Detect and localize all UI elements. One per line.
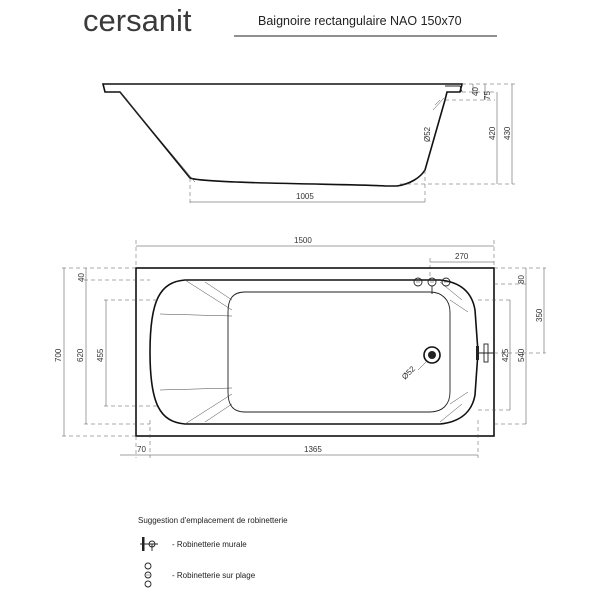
top-view: [54, 236, 546, 458]
side-view-inner-line: [120, 92, 195, 182]
drain-center: [428, 351, 436, 359]
tub-right-end-lines: [440, 282, 468, 422]
dim-75: 75: [483, 91, 492, 100]
deck-faucet-icon: [145, 563, 151, 587]
dim-700: 700: [54, 348, 63, 362]
dim-425: 425: [501, 348, 510, 362]
legend-item-wall-label: - Robinetterie murale: [172, 540, 247, 549]
dim-430: 430: [503, 126, 512, 140]
dim-40-left: 40: [77, 273, 86, 282]
legend-heading: Suggestion d'emplacement de robinetterie: [138, 516, 288, 525]
header: [83, 3, 497, 38]
dim-80: 80: [517, 275, 526, 284]
wall-faucet-symbol: [476, 344, 494, 362]
dim-620: 620: [76, 348, 85, 362]
brand-logo: cersanit: [83, 3, 192, 38]
dim-455: 455: [96, 348, 105, 362]
tub-outer-rim: [136, 268, 494, 436]
dim-70: 70: [137, 445, 146, 454]
faucet-legend: [138, 516, 288, 587]
tub-floor: [228, 292, 450, 412]
side-view-outline: [103, 84, 462, 186]
dim-1500: 1500: [294, 236, 312, 245]
dim-1005: 1005: [296, 192, 314, 201]
legend-item-deck-label: - Robinetterie sur plage: [172, 571, 256, 580]
dim-350: 350: [535, 308, 544, 322]
side-drain-diameter: Ø52: [423, 126, 432, 142]
dim-540: 540: [517, 348, 526, 362]
dim-270: 270: [455, 252, 469, 261]
page-title: Baignoire rectangulaire NAO 150x70: [258, 14, 462, 28]
dim-40: 40: [471, 87, 480, 96]
tub-inner-basin: [150, 280, 478, 424]
dim-1365: 1365: [304, 445, 322, 454]
drain-leader: [418, 362, 426, 370]
wall-faucet-icon: [140, 537, 158, 551]
side-view: [103, 84, 515, 205]
dim-420: 420: [488, 126, 497, 140]
top-drain-diameter: Ø52: [400, 364, 418, 382]
tub-backrest-lines: [160, 280, 232, 424]
